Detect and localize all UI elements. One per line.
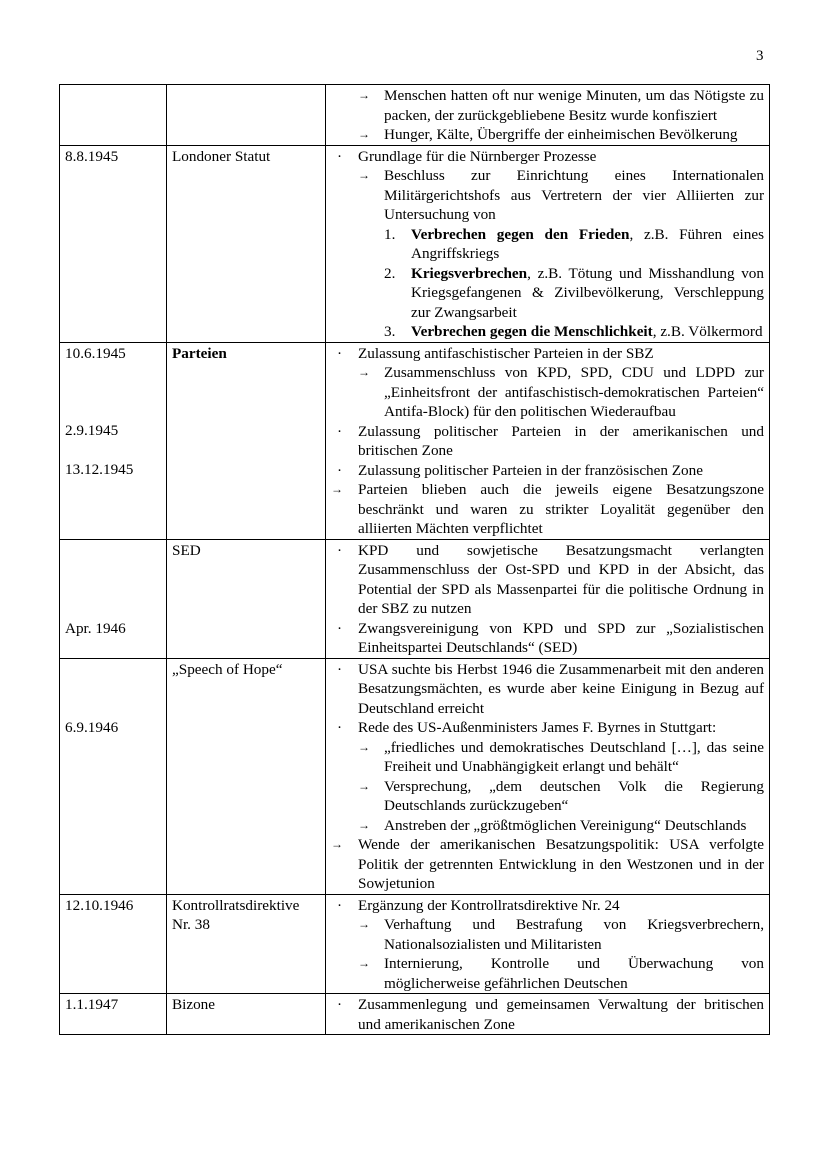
topic-cell: Kontrollratsdirektive Nr. 38	[167, 894, 326, 994]
arrow-icon: →	[358, 127, 370, 141]
date-cell	[60, 342, 167, 539]
bullet-dot-icon: ·	[337, 422, 343, 440]
bullet-item: · Grundlage für die Nürnberger Prozesse	[331, 147, 764, 167]
content-cell	[326, 85, 770, 146]
bullet-item: · Rede des US-Außenministers James F. Byrnes in Stuttgart:	[331, 718, 764, 738]
bullet-dot-icon: ·	[337, 996, 343, 1013]
arrow-icon: →	[331, 837, 343, 851]
arrow-icon: →	[358, 168, 370, 182]
bullet-item: · Zulassung antifaschistischer Parteien in der SBZ	[331, 344, 764, 364]
bullet-item: · Zulassung politischer Parteien in der französischen Zone	[331, 461, 764, 481]
date-text: 13.12.1945	[65, 460, 134, 478]
bullet-item: · Zulassung politischer Parteien in der amerikanischen und britischen Zone	[331, 422, 764, 461]
page-number: 3	[756, 48, 764, 64]
table-row	[60, 658, 770, 894]
content-cell	[326, 145, 770, 342]
arrow-icon: →	[331, 482, 343, 496]
date-cell: 1.1.1947	[60, 994, 167, 1035]
bullet-dot-icon: ·	[337, 719, 343, 736]
table-row	[60, 894, 770, 994]
date-text: Apr. 1946	[65, 619, 126, 637]
date-cell: 8.8.1945	[60, 145, 167, 342]
table-row	[60, 994, 770, 1035]
bullet-item: · Ergänzung der Kontrollratsdirektive Nr. 24	[331, 896, 764, 916]
topic-cell: Parteien	[167, 342, 326, 539]
content-cell	[326, 658, 770, 894]
bullet-dot-icon: ·	[337, 619, 343, 637]
table-row	[60, 342, 770, 539]
bullet-dot-icon: ·	[337, 896, 343, 914]
date-cell	[60, 658, 167, 894]
date-text: 2.9.1945	[65, 422, 119, 439]
timeline-table	[59, 84, 770, 1035]
topic-cell: Bizone	[167, 994, 326, 1035]
date-text: 10.6.1945	[65, 344, 126, 362]
content-cell	[326, 539, 770, 658]
bullet-dot-icon: ·	[337, 660, 343, 678]
content-cell	[326, 994, 770, 1035]
bullet-dot-icon: ·	[337, 344, 343, 362]
table-row	[60, 85, 770, 146]
table-row	[60, 145, 770, 342]
topic-cell: „Speech of Hope“	[167, 658, 326, 894]
bullet-item: · Zwangsvereinigung von KPD und SPD zur „Sozialistischen Einheitspartei Deutschlands“ (SED)	[331, 619, 764, 658]
arrow-icon: →	[358, 956, 370, 970]
arrow-sub-item: → Zusammenschluss von KPD, SPD, CDU und LDPD zur „Einheitsfront der antifaschistisch-demokratischen Parteien“ Antifa-Block) für den politischen Wiederaufbau	[358, 364, 764, 420]
date-text: 6.9.1946	[65, 718, 119, 736]
bullet-item: · KPD und sowjetische Besatzungsmacht verlangten Zusammenschluss der Ost-SPD und KPD in der Absicht, das Potential der SPD als Massenpartei für die politische Ordnung in der SBZ zu nutzen	[331, 541, 764, 619]
bullet-dot-icon: ·	[337, 147, 343, 165]
bullet-dot-icon: ·	[337, 461, 343, 479]
arrow-icon: →	[358, 365, 370, 379]
arrow-icon: →	[358, 88, 370, 102]
arrow-sub-item: → Beschluss zur Einrichtung eines Internationalen Militärgerichtshofs aus Vertretern der vier Alliierten zur Untersuchung von	[358, 167, 764, 223]
numbered-item: 2. Kriegsverbrechen, z.B. Tötung und Misshandlung von Kriegsgefangenen & Zivilbevölkerung, Verschleppung zur Zwangsarbeit	[384, 264, 764, 321]
arrow-sub-item: → Verhaftung und Bestrafung von Kriegsverbrechern, Nationalsozialisten und Militaristen	[358, 916, 764, 953]
arrow-sub-item: → „friedliches und demokratisches Deutschland […], das seine Freiheit und Unabhängigkeit erlangt und behält“	[358, 738, 764, 775]
arrow-icon: →	[358, 739, 370, 754]
date-cell	[60, 85, 167, 146]
bullet-item: · Zusammenlegung und gemeinsamen Verwaltung der britischen und amerikanischen Zone	[331, 995, 764, 1034]
arrow-sub-item: → Menschen hatten oft nur wenige Minuten, um das Nötigste zu packen, der zurückgebliebene Besitz wurde konfisziert	[358, 87, 764, 124]
numbered-item: 1. Verbrechen gegen den Frieden, z.B. Führen eines Angriffskriegs	[384, 225, 765, 262]
bullet-item: · USA suchte bis Herbst 1946 die Zusammenarbeit mit den anderen Besatzungsmächten, es wurde aber keine Einigung in Bezug auf Deutschland erreicht	[331, 660, 764, 719]
arrow-sub-item: → Anstreben der „größtmöglichen Vereinigung“ Deutschlands	[358, 816, 747, 834]
arrow-icon: →	[358, 817, 370, 832]
arrow-icon: →	[358, 778, 370, 793]
table-row	[60, 539, 770, 658]
numbered-item: 3. Verbrechen gegen die Menschlichkeit, z.B. Völkermord	[384, 323, 763, 340]
content-cell	[326, 342, 770, 539]
topic-cell	[167, 85, 326, 146]
bullet-dot-icon: ·	[337, 541, 343, 559]
topic-cell: Londoner Statut	[167, 145, 326, 342]
arrow-item: → Parteien blieben auch die jeweils eigene Besatzungszone beschränkt und waren zu strikter Loyalität gegenüber den alliierten Mächten verpflichtet	[331, 481, 764, 537]
arrow-sub-item: → Versprechung, „dem deutschen Volk die Regierung Deutschlands zurückzugeben“	[358, 777, 764, 814]
arrow-icon: →	[358, 917, 370, 931]
date-cell: 12.10.1946	[60, 894, 167, 994]
arrow-item: → Wende der amerikanischen Besatzungspolitik: USA verfolgte Politik der getrennten Entwicklung in den Westzonen und in der Sowjetunion	[331, 836, 764, 892]
date-cell	[60, 539, 167, 658]
arrow-sub-item: → Internierung, Kontrolle und Überwachung von möglicherweise gefährlichen Deutschen	[358, 955, 764, 992]
arrow-sub-item: → Hunger, Kälte, Übergriffe der einheimischen Bevölkerung	[358, 126, 738, 143]
content-cell	[326, 894, 770, 994]
topic-cell: SED	[167, 539, 326, 658]
